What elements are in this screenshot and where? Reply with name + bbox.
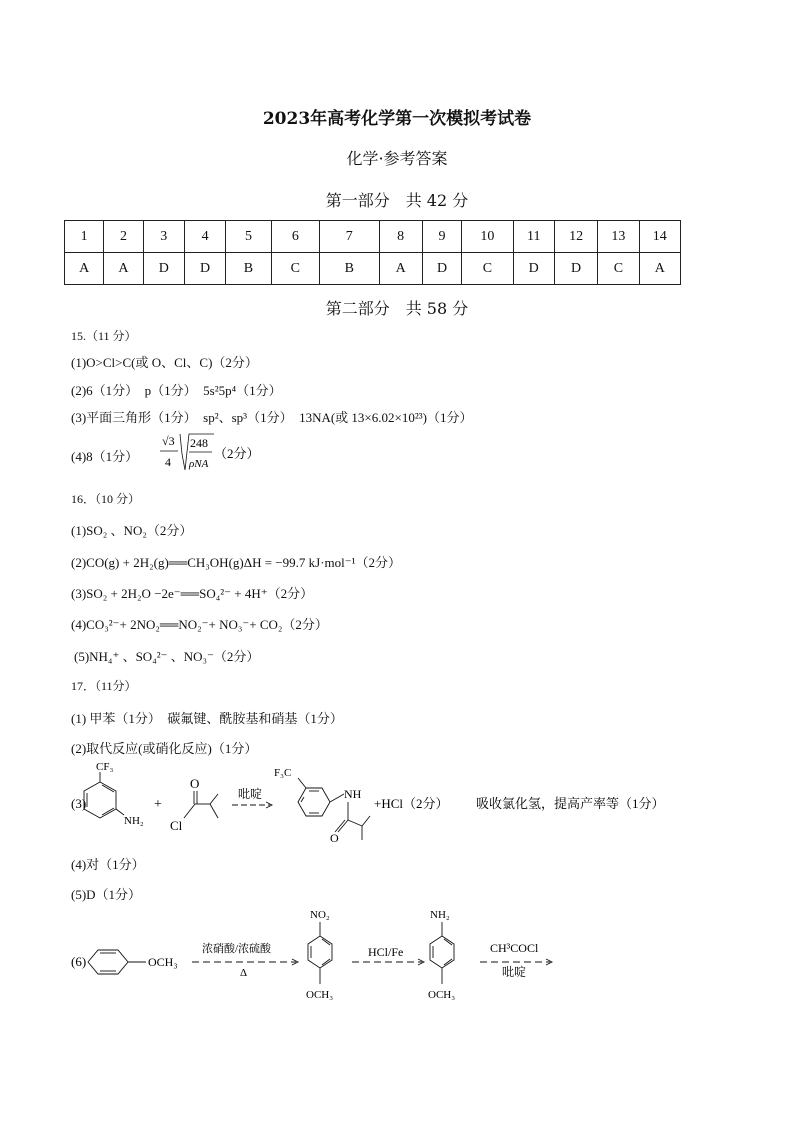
q17-6-no2: NO₂ bbox=[310, 909, 330, 921]
q17-3-oxygen: O bbox=[190, 776, 200, 791]
benzene-ring bbox=[88, 950, 128, 974]
q17-6-condition-3: CH³COCl bbox=[490, 941, 539, 955]
answer-cell: A bbox=[639, 253, 680, 285]
question-number-cell: 5 bbox=[226, 221, 271, 253]
q17-6-condition-2: HCl/Fe bbox=[368, 945, 404, 959]
q17-3-chlorine: Cl bbox=[170, 818, 183, 833]
answer-cell: A bbox=[379, 253, 422, 285]
answer-cell: D bbox=[143, 253, 184, 285]
question-number-cell: 6 bbox=[271, 221, 319, 253]
benzene-ring bbox=[84, 782, 116, 818]
q17-answer-1: (1) 甲苯（1分） 碳氟键、酰胺基和硝基（1分） bbox=[71, 711, 343, 726]
q17-3-nh: NH bbox=[344, 787, 362, 801]
answer-cell: D bbox=[554, 253, 597, 285]
question-number-cell: 10 bbox=[462, 221, 513, 253]
q17-3-nh2: NH₂ bbox=[124, 815, 144, 827]
q17-label: 17．（11分） bbox=[71, 679, 137, 693]
q17-6-nh2: NH₂ bbox=[430, 909, 450, 921]
question-number-cell: 8 bbox=[379, 221, 422, 253]
question-number-cell: 12 bbox=[554, 221, 597, 253]
question-number-cell: 1 bbox=[65, 221, 104, 253]
q17-3-f3c: F₃C bbox=[274, 767, 292, 779]
q15-formula bbox=[156, 430, 266, 474]
q15-answer-3: (3)平面三角形（1分） sp²、sp³（1分） 13NA(或 13×6.02×10²³)（1分） bbox=[71, 410, 473, 425]
question-number-cell: 3 bbox=[143, 221, 184, 253]
part2-heading: 第二部分 共 58 分 bbox=[325, 299, 469, 318]
question-number-cell: 14 bbox=[639, 221, 680, 253]
answer-table-number-row bbox=[65, 221, 681, 253]
question-number-cell: 4 bbox=[184, 221, 225, 253]
q17-6-och3: OCH₃ bbox=[148, 955, 178, 969]
question-number-cell: 2 bbox=[104, 221, 143, 253]
q15-frac-num: √3 bbox=[162, 434, 175, 448]
question-number-cell: 9 bbox=[422, 221, 461, 253]
q17-answer-4: (4)对（1分） bbox=[71, 857, 145, 872]
answer-cell: C bbox=[462, 253, 513, 285]
answer-cell: B bbox=[226, 253, 271, 285]
answer-cell: B bbox=[320, 253, 379, 285]
q16-answer-3: (3)SO₂ + 2H₂O −2e⁻══SO₄²⁻ + 4H⁺（2分） bbox=[71, 586, 314, 601]
benzene-ring bbox=[308, 936, 332, 968]
answer-cell: D bbox=[422, 253, 461, 285]
q17-6-condition-3-below: 吡啶 bbox=[502, 965, 527, 979]
q15-label: 15.（11 分） bbox=[71, 329, 137, 343]
answer-cell: D bbox=[184, 253, 225, 285]
q15-root-den: ρNA bbox=[189, 458, 209, 470]
q17-6-prefix: (6) bbox=[71, 954, 87, 969]
q15-frac-den: 4 bbox=[165, 455, 171, 469]
part1-heading: 第一部分 共 42 分 bbox=[325, 191, 469, 210]
answer-cell: A bbox=[104, 253, 143, 285]
question-number-cell: 7 bbox=[320, 221, 379, 253]
q17-answer-2: (2)取代反应(或硝化反应)（1分） bbox=[71, 741, 258, 756]
q17-6-condition-1: 浓硝酸/浓硫酸 bbox=[202, 943, 272, 955]
answer-cell: C bbox=[598, 253, 639, 285]
q15-root-num: 248 bbox=[190, 436, 208, 450]
q17-3-note: 吸收氯化氢，提高产率等（1分） bbox=[476, 796, 665, 811]
q17-3-prefix: (3) bbox=[71, 796, 87, 811]
q17-6-condition-1-below: Δ bbox=[240, 967, 248, 979]
q16-answer-1: (1)SO₂ 、NO₂（2分） bbox=[71, 523, 193, 538]
q15-answer-1: (1)O>Cl>C(或 O、Cl、C)（2分） bbox=[71, 355, 258, 370]
answer-cell: D bbox=[513, 253, 554, 285]
q17-answer-5: (5)D（1分） bbox=[71, 887, 142, 902]
page-title: 2023年高考化学第一次模拟考试卷 bbox=[262, 109, 532, 129]
q15-answer-4-prefix: (4)8（1分） bbox=[71, 449, 139, 464]
q16-answer-4: (4)CO₃²⁻+ 2NO₂══NO₂⁻+ NO₃⁻+ CO₂（2分） bbox=[71, 617, 328, 632]
q17-reaction-3 bbox=[66, 760, 686, 846]
q17-3-cf3: CF₃ bbox=[96, 761, 114, 773]
benzene-ring bbox=[298, 788, 330, 816]
benzene-ring bbox=[430, 936, 454, 968]
q17-3-plus: + bbox=[154, 797, 162, 812]
answer-table bbox=[64, 220, 681, 285]
answer-cell: A bbox=[65, 253, 104, 285]
q15-answer-4-suffix: （2分） bbox=[214, 446, 260, 461]
q17-3-hcl: +HCl（2分） bbox=[374, 796, 449, 811]
q16-answer-5: (5)NH₄⁺ 、SO₄²⁻ 、NO₃⁻（2分） bbox=[74, 649, 260, 664]
question-number-cell: 13 bbox=[598, 221, 639, 253]
q16-answer-2: (2)CO(g) + 2H₂(g)══CH₃OH(g)ΔH = −99.7 kJ·mol⁻¹（2分） bbox=[71, 555, 402, 570]
answer-table-answer-row bbox=[65, 253, 681, 285]
question-number-cell: 11 bbox=[513, 221, 554, 253]
q15-answer-2: (2)6（1分） p（1分） 5s²5p⁴（1分） bbox=[71, 383, 282, 398]
q17-synthesis-6 bbox=[66, 904, 566, 1010]
q17-3-condition: 吡啶 bbox=[238, 787, 263, 801]
q17-3-oxygen-2: O bbox=[330, 831, 339, 845]
answer-cell: C bbox=[271, 253, 319, 285]
page-subtitle: 化学·参考答案 bbox=[346, 149, 448, 168]
q17-6-och3-c: OCH₃ bbox=[428, 989, 456, 1001]
q16-label: 16．（10 分） bbox=[71, 492, 141, 506]
q17-6-och3-b: OCH₃ bbox=[306, 989, 334, 1001]
